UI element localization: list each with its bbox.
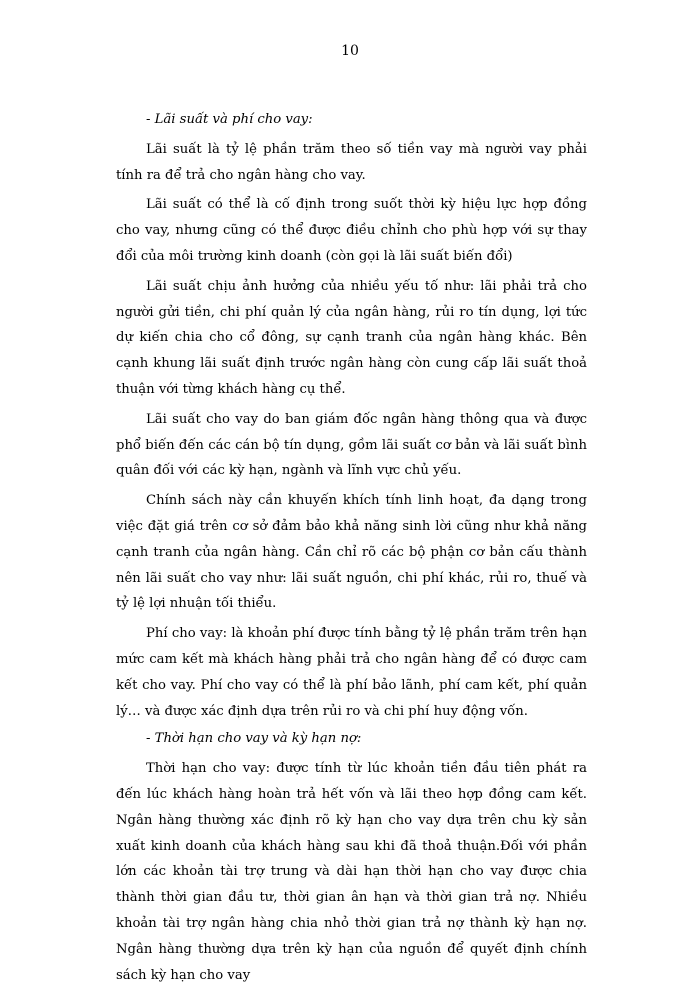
- paragraph: Lãi suất chịu ảnh hưởng của nhiều yếu tố như: lãi phải trả cho người gửi tiền, chi phí quản lý của ngân hàng, rủi ro tín dụng, lợi tức dự kiến chia cho cổ đông, sự cạnh tranh của ngân hàng khác. Bên cạnh khung lãi suất định trước ngân hàng còn cung cấp lãi suất thoả thuận với từng khách hàng cụ thể.: [116, 278, 587, 397]
- paragraph: Thời hạn cho vay: được tính từ lúc khoản tiền đầu tiên phát ra đến lúc khách hàng hoàn trả hết vốn và lãi theo hợp đồng cam kết. Ngân hàng thường xác định rõ kỳ hạn cho vay dựa trên chu kỳ sản xuất kinh doanh của khách hàng sau khi đã thoả thuận.Đối với phần lớn các khoản tài trợ trung và dài hạn thời hạn cho vay được chia thành thời gian đầu tư, thời gian ân hạn và thời gian trả nợ. Nhiều khoản tài trợ ngân hàng chia nhỏ thời gian trả nợ thành kỳ hạn nợ. Ngân hàng thường dựa trên kỳ hạn của nguồn để quyết định chính sách kỳ hạn cho vay: [116, 761, 587, 983]
- paragraph: Lãi suất là tỷ lệ phần trăm theo số tiền vay mà người vay phải tính ra để trả cho ngân hàng cho vay.: [116, 141, 587, 183]
- page-number: 10: [341, 43, 359, 59]
- section-heading-loan-term: - Thời hạn cho vay và kỳ hạn nợ:: [146, 731, 362, 747]
- paragraph: Chính sách này cần khuyến khích tính linh hoạt, đa dạng trong việc đặt giá trên cơ sở đảm bảo khả năng sinh lời cũng như khả năng cạnh tranh của ngân hàng. Cần chỉ rõ các bộ phận cơ bản cấu thành nên lãi suất cho vay như: lãi suất nguồn, chi phí khác, rủi ro, thuế và tỷ lệ lợi nhuận tối thiểu.: [116, 493, 587, 612]
- paragraph: Lãi suất có thể là cố định trong suốt thời kỳ hiệu lực hợp đồng cho vay, nhưng cũng có thể được điều chỉnh cho phù hợp với sự thay đổi của môi trường kinh doanh (còn gọi là lãi suất biến đổi): [116, 197, 587, 264]
- document-body: [116, 107, 587, 988]
- section-heading-interest-and-fees: - Lãi suất và phí cho vay:: [146, 112, 313, 127]
- paragraph: Lãi suất cho vay do ban giám đốc ngân hàng thông qua và được phổ biến đến các cán bộ tín dụng, gồm lãi suất cơ bản và lãi suất bình quân đối với các kỳ hạn, ngành và lĩnh vực chủ yếu.: [116, 411, 587, 479]
- paragraph: Phí cho vay: là khoản phí được tính bằng tỷ lệ phần trăm trên hạn mức cam kết mà khách hàng phải trả cho ngân hàng để có được cam kết cho vay. Phí cho vay có thể là phí bảo lãnh, phí cam kết, phí quản lý… và được xác định dựa trên rủi ro và chi phí huy động vốn.: [116, 626, 587, 719]
